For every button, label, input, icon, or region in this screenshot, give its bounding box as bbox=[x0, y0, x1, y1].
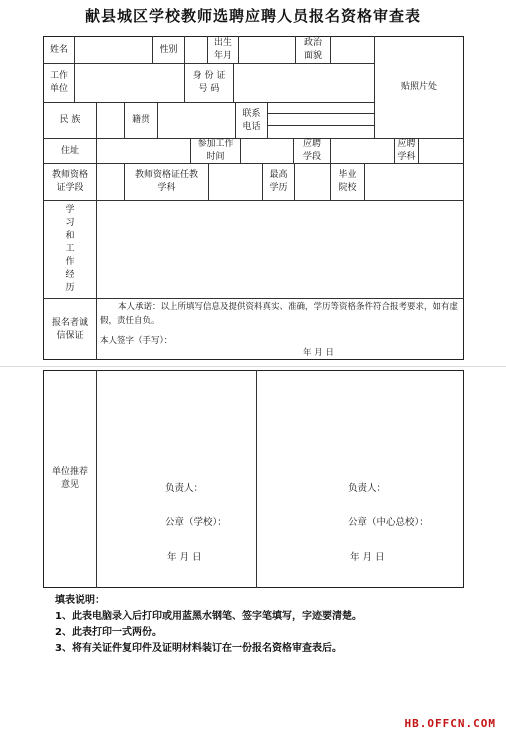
label-apply-subject: 应聘 学科 bbox=[397, 139, 416, 162]
pledge-date: 年 月 日 bbox=[303, 348, 334, 358]
right-person: 负责人： bbox=[348, 483, 387, 494]
col-divider bbox=[157, 102, 158, 138]
col-divider bbox=[240, 138, 241, 163]
col-divider bbox=[330, 138, 331, 163]
label-phone: 联系 电话 bbox=[242, 108, 261, 132]
col-divider bbox=[74, 36, 75, 102]
col-divider bbox=[96, 163, 97, 200]
notes-heading: 填表说明： bbox=[55, 595, 105, 606]
pledge-text: 本人承诺：以上所填写信息及提供资料真实、准确，学历等资格条件符合报考要求，如有虚假，责任自负。 bbox=[100, 302, 459, 326]
signature-line: 本人签字（手写）： bbox=[100, 336, 173, 346]
label-id-number: 身 份 证 号 码 bbox=[192, 71, 226, 94]
col-divider bbox=[364, 163, 365, 200]
col-divider bbox=[294, 163, 295, 200]
label-photo: 贴照片处 bbox=[400, 82, 437, 92]
note-item: 3、将有关证件复印件及证明材料装订在一份报名资格审查表后。 bbox=[55, 643, 342, 654]
cell-divider bbox=[267, 125, 374, 126]
left-seal: 公章（学校）： bbox=[165, 517, 227, 528]
left-person: 负责人： bbox=[165, 483, 204, 494]
label-work-unit: 工作 单位 bbox=[49, 71, 68, 94]
label-address: 住址 bbox=[60, 145, 79, 156]
label-native-place: 籍贯 bbox=[131, 115, 150, 125]
form-title: 献县城区学校教师选聘应聘人员报名资格审查表 bbox=[84, 7, 421, 25]
col-divider bbox=[96, 200, 97, 360]
col-divider bbox=[256, 370, 257, 588]
col-divider bbox=[96, 370, 97, 588]
label-name: 姓名 bbox=[49, 44, 68, 55]
note-item: 2、此表打印一式两份。 bbox=[55, 627, 162, 638]
label-recommendation: 单位推荐 意见 bbox=[51, 467, 88, 490]
right-seal: 公章（中心总校）： bbox=[348, 517, 429, 528]
page-divider bbox=[0, 366, 506, 367]
label-birth: 出生 年月 bbox=[213, 38, 232, 61]
col-divider bbox=[184, 36, 185, 63]
row-divider bbox=[43, 298, 464, 299]
cell-divider bbox=[267, 113, 374, 114]
label-ethnicity: 民 族 bbox=[59, 115, 81, 125]
label-guarantee: 报名者诚 信保证 bbox=[51, 317, 88, 341]
label-education: 最高 学历 bbox=[269, 170, 288, 193]
row-divider bbox=[43, 200, 464, 201]
col-divider bbox=[208, 163, 209, 200]
label-politics: 政治 面貌 bbox=[303, 38, 322, 61]
label-resume: 学 习 和 工 作 经 历 bbox=[65, 205, 75, 293]
label-cert-subject: 教师资格证任教 学科 bbox=[134, 170, 198, 193]
note-item: 1、此表电脑录入后打印或用蓝黑水钢笔、签字笔填写，字迹要清楚。 bbox=[55, 611, 362, 622]
col-divider bbox=[330, 36, 331, 63]
left-date: 年 月 日 bbox=[167, 552, 202, 563]
site-watermark: HB.OFFCN.COM bbox=[404, 717, 496, 730]
col-divider bbox=[96, 102, 97, 138]
filling-notes bbox=[55, 593, 362, 657]
label-apply-level: 应聘 学段 bbox=[302, 139, 321, 162]
label-school: 毕业 院校 bbox=[338, 170, 357, 193]
label-cert-level: 教师资格 证学段 bbox=[51, 170, 88, 193]
label-gender: 性别 bbox=[159, 44, 178, 55]
col-divider bbox=[267, 102, 268, 138]
right-date: 年 月 日 bbox=[350, 552, 385, 563]
col-divider bbox=[238, 36, 239, 63]
col-divider bbox=[418, 138, 419, 163]
col-divider bbox=[233, 63, 234, 102]
label-work-time: 参加工作 时间 bbox=[197, 139, 234, 162]
col-divider bbox=[96, 138, 97, 163]
recommendation-table bbox=[43, 370, 464, 588]
